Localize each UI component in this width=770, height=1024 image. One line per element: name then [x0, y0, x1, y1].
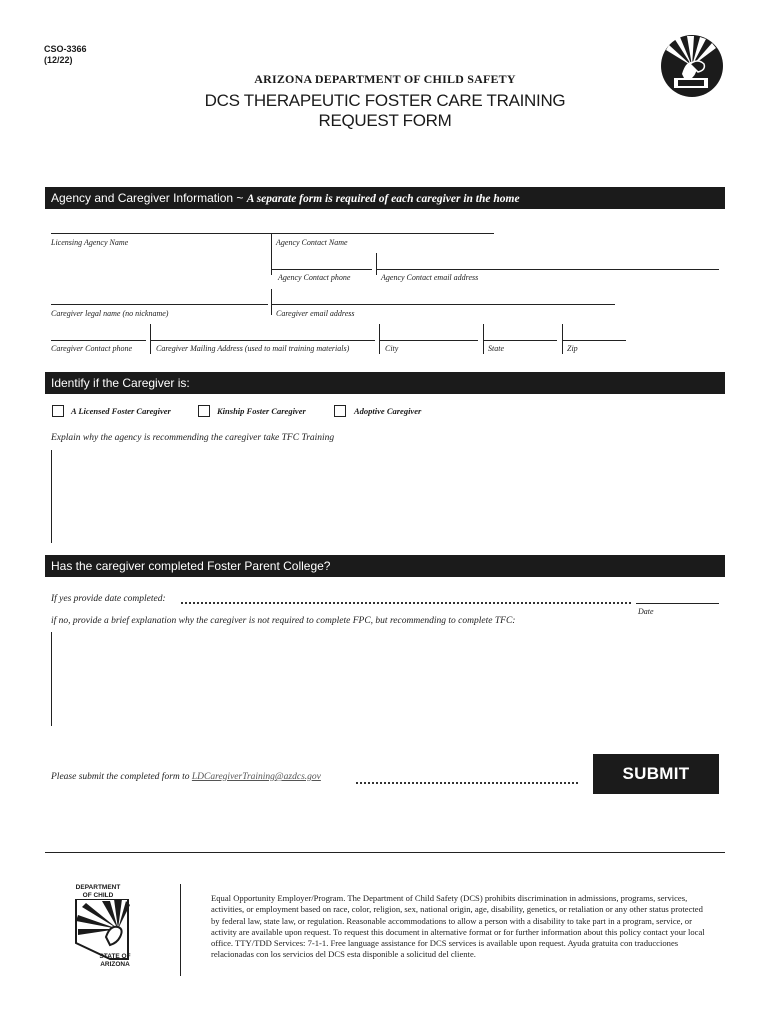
section-heading: Identify if the Caregiver is: [51, 376, 190, 390]
section-identify-caregiver [45, 372, 725, 394]
caregiver-email-label: Caregiver email address [276, 309, 355, 318]
date-label: Date [638, 607, 654, 616]
divider [150, 324, 151, 354]
licensing-agency-name-field[interactable] [51, 233, 272, 236]
title-line-2: REQUEST FORM [318, 111, 452, 130]
agency-contact-phone-field[interactable] [272, 269, 372, 270]
logo-text-bottom-line-1: STATE OF [99, 953, 131, 960]
caregiver-legal-name-label: Caregiver legal name (no nickname) [51, 309, 169, 318]
agency-contact-phone-label: Agency Contact phone [278, 273, 351, 282]
form-number: CSO-3366 [44, 44, 87, 54]
logo-text-bottom-line-2: ARIZONA [100, 960, 130, 968]
submit-email-link[interactable]: LDCaregiverTraining@azdcs.gov [191, 772, 321, 782]
date-completed-prompt: If yes provide date completed: [51, 594, 166, 604]
licensed-foster-caregiver-checkbox[interactable] [52, 405, 64, 417]
caregiver-mailing-address-label: Caregiver Mailing Address (used to mail training materials) [156, 344, 350, 353]
divider [376, 253, 377, 275]
agency-name: ARIZONA DEPARTMENT OF CHILD SAFETY [254, 72, 516, 86]
section-subheading: A separate form is required of each caregiver in the home [246, 193, 520, 205]
divider [483, 324, 484, 354]
kinship-foster-caregiver-checkbox[interactable] [198, 405, 210, 417]
dcs-state-logo [72, 883, 154, 977]
submit-instructions [51, 772, 321, 782]
adoptive-caregiver-label: Adoptive Caregiver [354, 406, 422, 416]
footer-vertical-divider [180, 884, 181, 976]
form-date: (12/22) [44, 55, 73, 65]
caregiver-contact-phone-label: Caregiver Contact phone [51, 344, 133, 353]
footer-divider [45, 852, 725, 853]
fpc-explanation-prompt: if no, provide a brief explanation why the caregiver is not required to complete FPC, but recommending to complete TFC: [51, 616, 516, 626]
state-label: State [488, 344, 504, 353]
dotted-leader [356, 782, 578, 784]
state-field[interactable] [484, 340, 557, 341]
zip-field[interactable] [563, 340, 626, 341]
adoptive-caregiver-checkbox[interactable] [334, 405, 346, 417]
city-field[interactable] [380, 340, 478, 341]
agency-contact-email-label: Agency Contact email address [381, 273, 479, 282]
explain-tfc-prompt: Explain why the agency is recommending the caregiver take TFC Training [51, 433, 335, 443]
agency-contact-email-field[interactable] [377, 269, 719, 270]
form-code [44, 44, 87, 66]
caregiver-contact-phone-field[interactable] [51, 340, 146, 341]
kinship-foster-caregiver-label: Kinship Foster Caregiver [217, 406, 306, 416]
divider [562, 324, 563, 354]
section-heading: Has the caregiver completed Foster Parent College? [51, 559, 331, 573]
divider [271, 289, 272, 315]
licensing-agency-name-label: Licensing Agency Name [51, 238, 129, 247]
section-agency-caregiver-info [45, 187, 725, 209]
city-label: City [385, 344, 399, 353]
explain-tfc-textarea[interactable] [51, 450, 52, 543]
submit-prompt: Please submit the completed form to [51, 772, 192, 782]
logo-text-bottom [92, 953, 138, 968]
caregiver-legal-name-field[interactable] [51, 304, 268, 305]
page-title [0, 91, 770, 131]
agency-contact-name-field[interactable] [272, 233, 494, 234]
logo-text-top-line-2: OF CHILD [82, 891, 114, 899]
caregiver-mailing-address-field[interactable] [151, 340, 375, 341]
submit-button[interactable]: SUBMIT [593, 754, 719, 794]
title-line-1: DCS THERAPEUTIC FOSTER CARE TRAINING [204, 91, 566, 110]
zip-label: Zip [567, 344, 578, 353]
divider [379, 324, 380, 354]
eeo-statement: Equal Opportunity Employer/Program. The Department of Child Safety (DCS) prohibits discrimination in admissions, programs, services, activities, or employment based on race, color, religion, sex, national origin, age, disability, genetics, or retaliation or any other status protected by federal law, state law, or regulation. Reasonable accommodations to allow a person with a disability to take part in a program, service, or activity are available upon request. To request this document in alternative format or for further information about this policy contact your local office. TTY/TDD Services: 7-1-1. Free language assistance for DCS services is available upon request. Ayuda gratuita con traducciones relacionadas con los servicios del DCS esta disponible a solicitud del cliente. [211, 893, 705, 960]
dcs-sunburst-logo-icon [660, 34, 724, 98]
fpc-explanation-textarea[interactable] [51, 632, 52, 726]
licensed-foster-caregiver-label: A Licensed Foster Caregiver [71, 406, 171, 416]
dotted-leader [181, 602, 631, 604]
section-heading: Agency and Caregiver Information ~ [51, 191, 247, 205]
caregiver-email-field[interactable] [272, 304, 615, 305]
section-foster-parent-college [45, 555, 725, 577]
agency-contact-name-label: Agency Contact Name [276, 238, 348, 247]
logo-text-top-line-1: DEPARTMENT [75, 884, 121, 891]
date-completed-field[interactable] [636, 603, 719, 604]
